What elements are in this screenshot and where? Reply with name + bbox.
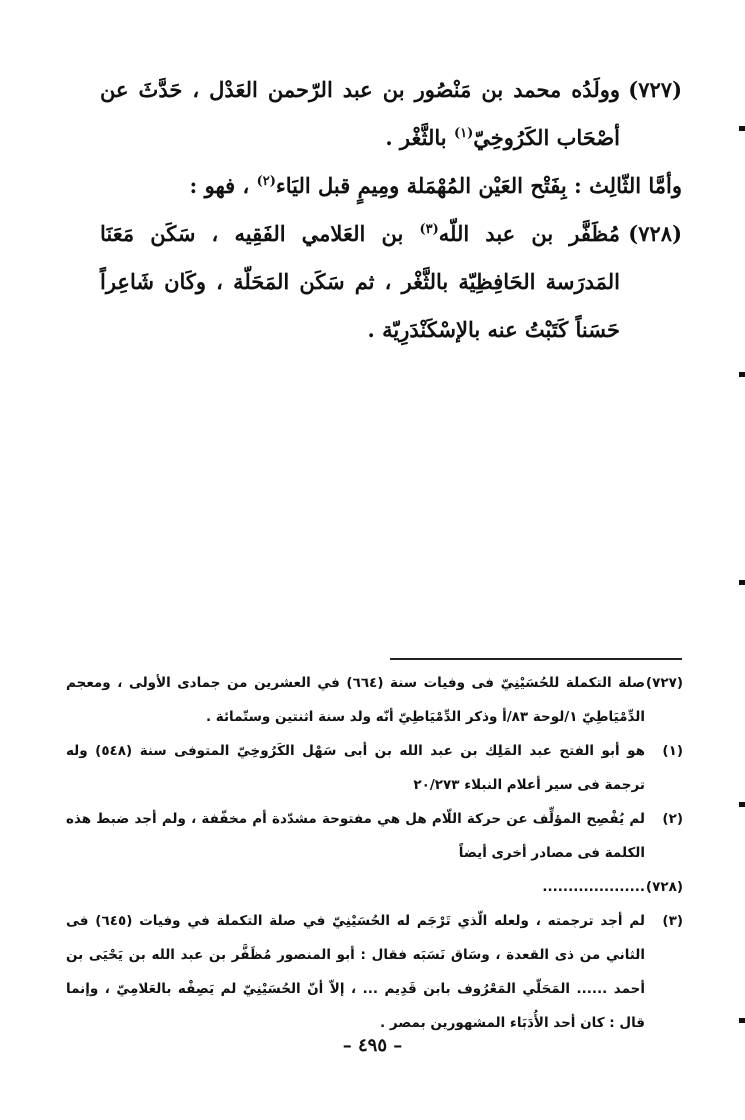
footnote-marker: (٢) xyxy=(256,174,276,189)
section-text: وأمَّا الثّالِث : بِفَتْح العَيْن المُهْمَلة ومِيمٍ قبل اليَاء xyxy=(275,173,682,198)
section-text: ، فهو : xyxy=(189,173,257,198)
scan-edge-mark xyxy=(739,802,745,807)
footnote-728 xyxy=(66,870,683,904)
scan-edge-mark xyxy=(739,580,745,585)
footnotes xyxy=(66,666,683,1040)
footnote-text: هو أبو الفتح عبد المَلِك بن عبد الله بن أبى سَهْل الكَرُوخِيّ المتوفى سنة (٥٤٨) وله ترجمة فى سير أعلام النبلاء ٢٠/٢٧٣ xyxy=(66,743,645,793)
footnote-number: (٧٢٧) xyxy=(645,675,683,691)
entry-728 xyxy=(100,210,682,354)
footnote-727 xyxy=(66,666,683,734)
footnote-1 xyxy=(66,734,683,802)
entry-number: (٧٢٨) xyxy=(628,221,682,246)
section-line xyxy=(100,162,682,210)
footnote-text: .................... xyxy=(542,879,645,895)
entry-text: بن العَلامي الفَقِيه ، سَكَن مَعَنَا المَدرَسة الحَافِظِيّة بالثَّغْر ، ثم سَكَن المَحَلّة ، وكَان شَاعِراً حَسَناً كَتَبْتُ عنه بالإسْكَنْدَرِيّة . xyxy=(100,221,620,342)
entry-body xyxy=(100,221,620,342)
footnote-text: صلة التكملة للحُسَيْنِيّ فى وفيات سنة (٦٦٤) في العشرين من جمادى الأولى ، ومعجم الدِّمْيَاطِيّ ١/لوحة ٨٣/أ وذكر الدِّمْيَاطِيّ أنّه ولد سنة اثنتين وستّمائة . xyxy=(66,675,645,725)
scan-edge-mark xyxy=(739,1018,745,1023)
footnote-text: لم يُفْصِح المؤلِّف عن حركة اللّام هل هي مفتوحة مشدّدة أم مخفّفة ، ولم أجد ضبط هذه الكلمة فى مصادر أخرى أيضاً xyxy=(66,811,645,861)
entry-number: (٧٢٧) xyxy=(628,77,682,102)
footnote-text: لم أجد ترجمته ، ولعله الّذي تَرْجَم له الحُسَيْنِيّ في صلة التكملة في وفيات (٦٤٥) فى الثاني من ذى القعدة ، وسَاق نَسَبَه فقال : أبو المنصور مُظَفَّر بن عبد الله بن يَحْيَى بن أحمد ...... المَحَلّي المَعْرُوف بابن قَدِيم ... ، إلاّ أنّ الحُسَيْنِيّ لم يَصِفْه بالعَلامِيّ ، وإنما قال : كان أحد الأُدَبَاء المشهورين بمصر . xyxy=(66,913,645,1031)
entry-body xyxy=(100,77,620,150)
footnote-marker: (١) xyxy=(453,126,474,141)
footnote-number: (٣) xyxy=(662,913,683,929)
footnote-2 xyxy=(66,802,683,870)
footnote-number: (١) xyxy=(662,743,683,759)
entry-text: بالثَّغْر . xyxy=(385,125,454,150)
page-number: – ٤٩٥ – xyxy=(342,1035,403,1056)
scan-edge-mark xyxy=(739,126,745,131)
entry-727 xyxy=(100,66,682,162)
footnote-number: (٧٢٨) xyxy=(645,879,683,895)
footnote-3 xyxy=(66,904,683,1040)
entry-text: وولَدُه محمد بن مَنْصُور بن عبد الرّحمن العَدْل ، حَدَّثَ عن أصْحَاب الكَرُوخِيّ xyxy=(100,77,620,150)
footnote-divider xyxy=(390,658,682,660)
footnote-marker: (٣) xyxy=(419,222,439,237)
footnote-number: (٢) xyxy=(662,811,683,827)
entry-text: مُظَفَّر بن عبد اللّه xyxy=(438,221,620,246)
main-text xyxy=(100,66,682,354)
scan-edge-mark xyxy=(739,372,745,377)
